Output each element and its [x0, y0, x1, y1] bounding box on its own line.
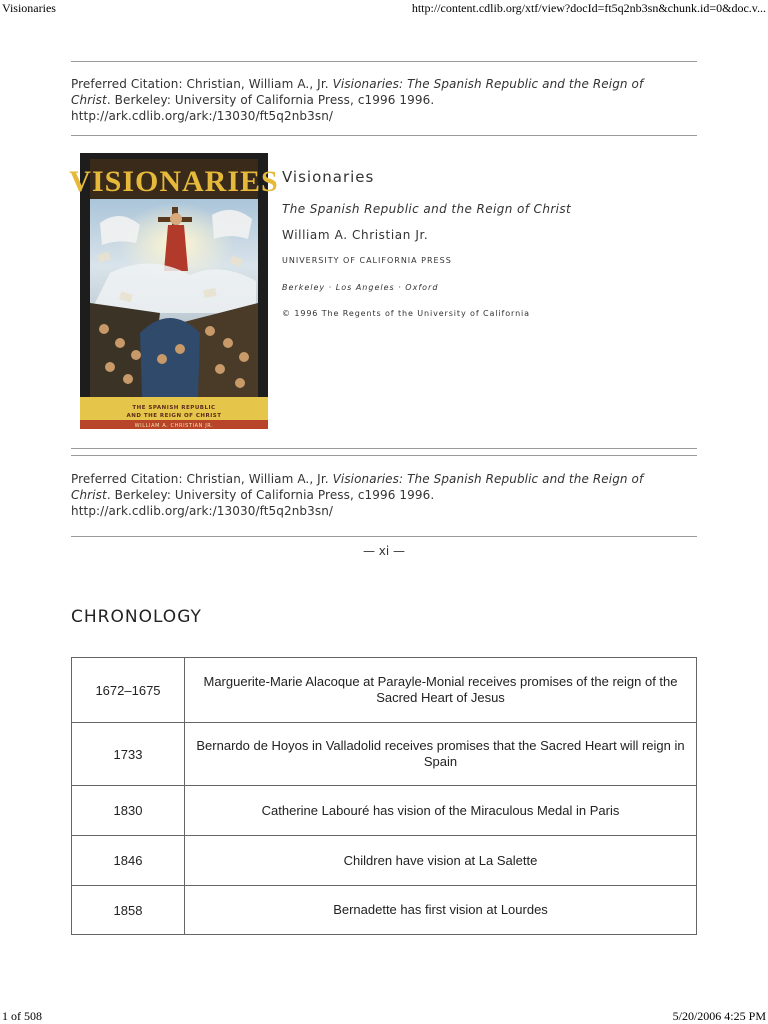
- page-number: — xi —: [362, 544, 406, 558]
- book-metadata: [282, 168, 682, 318]
- book-subtitle: The Spanish Republic and the Reign of Christ: [282, 202, 572, 216]
- divider: [71, 455, 697, 456]
- event-cell: Marguerite-Marie Alacoque at Parayle-Monial receives promises of the reign of the Sacred Heart of Jesus: [185, 658, 697, 723]
- citation-title-cont: Christ: [71, 93, 107, 107]
- year-cell: 1672–1675: [72, 658, 185, 723]
- svg-text:WILLIAM A. CHRISTIAN JR.: WILLIAM A. CHRISTIAN JR.: [134, 423, 214, 429]
- book-title: Visionaries: [282, 168, 375, 186]
- table-row: [72, 723, 697, 786]
- table-row: [72, 886, 697, 935]
- divider: [71, 61, 697, 62]
- print-datetime: 5/20/2006 4:25 PM: [672, 1009, 766, 1023]
- section-title: CHRONOLOGY: [71, 607, 202, 627]
- preferred-citation: Preferred Citation: Christian, William A., Jr. Visionaries: The Spanish Republic and the Reign of Christ. Berkeley: University of California Press, c1996 1996. http://ark.cdlib.org/ark:/13030/ft5q2nb3sn/: [71, 77, 644, 123]
- divider: [71, 536, 697, 537]
- print-header: [0, 0, 768, 16]
- preferred-citation: Preferred Citation: Christian, William A., Jr. Visionaries: The Spanish Republic and the Reign of Christ. Berkeley: University of California Press, c1996 1996. http://ark.cdlib.org/ark:/13030/ft5q2nb3sn/: [71, 472, 644, 518]
- event-cell: Children have vision at La Salette: [185, 836, 697, 886]
- copyright: © 1996 The Regents of the University of California: [282, 309, 530, 318]
- table-row: [72, 786, 697, 836]
- browser-url: http://content.cdlib.org/xtf/view?docId=ft5q2nb3sn&chunk.id=0&doc.v...: [411, 1, 766, 15]
- svg-text:AND THE REIGN OF CHRIST: AND THE REIGN OF CHRIST: [126, 413, 222, 419]
- publisher: UNIVERSITY OF CALIFORNIA PRESS: [282, 256, 452, 265]
- svg-text:VISIONARIES: VISIONARIES: [69, 165, 279, 198]
- svg-text:THE SPANISH REPUBLIC: THE SPANISH REPUBLIC: [132, 405, 216, 411]
- book-author: William A. Christian Jr.: [282, 228, 429, 242]
- citation-link[interactable]: http://ark.cdlib.org/ark:/13030/ft5q2nb3sn/: [71, 109, 334, 123]
- print-footer: [0, 1008, 768, 1024]
- year-cell: 1733: [72, 723, 185, 786]
- event-cell: Bernardo de Hoyos in Valladolid receives promises that the Sacred Heart will reign in Spain: [185, 723, 697, 786]
- event-cell: Catherine Labouré has vision of the Miraculous Medal in Paris: [185, 786, 697, 836]
- table-row: [72, 836, 697, 886]
- chronology-table: [71, 657, 697, 935]
- citation-link[interactable]: http://ark.cdlib.org/ark:/13030/ft5q2nb3sn/: [71, 504, 334, 518]
- year-cell: 1846: [72, 836, 185, 886]
- citation-title: Visionaries: The Spanish Republic and the Reign of: [332, 472, 644, 486]
- event-cell: Bernadette has first vision at Lourdes: [185, 886, 697, 935]
- year-cell: 1830: [72, 786, 185, 836]
- publisher-places: Berkeley · Los Angeles · Oxford: [282, 283, 439, 292]
- book-cover-image: [69, 153, 279, 429]
- divider: [71, 448, 697, 449]
- citation-title: Visionaries: The Spanish Republic and the Reign of: [332, 77, 644, 91]
- table-row: [72, 658, 697, 723]
- citation-title-cont: Christ: [71, 488, 107, 502]
- page-count: 1 of 508: [2, 1009, 42, 1023]
- divider: [71, 135, 697, 136]
- browser-title: Visionaries: [2, 1, 56, 15]
- year-cell: 1858: [72, 886, 185, 935]
